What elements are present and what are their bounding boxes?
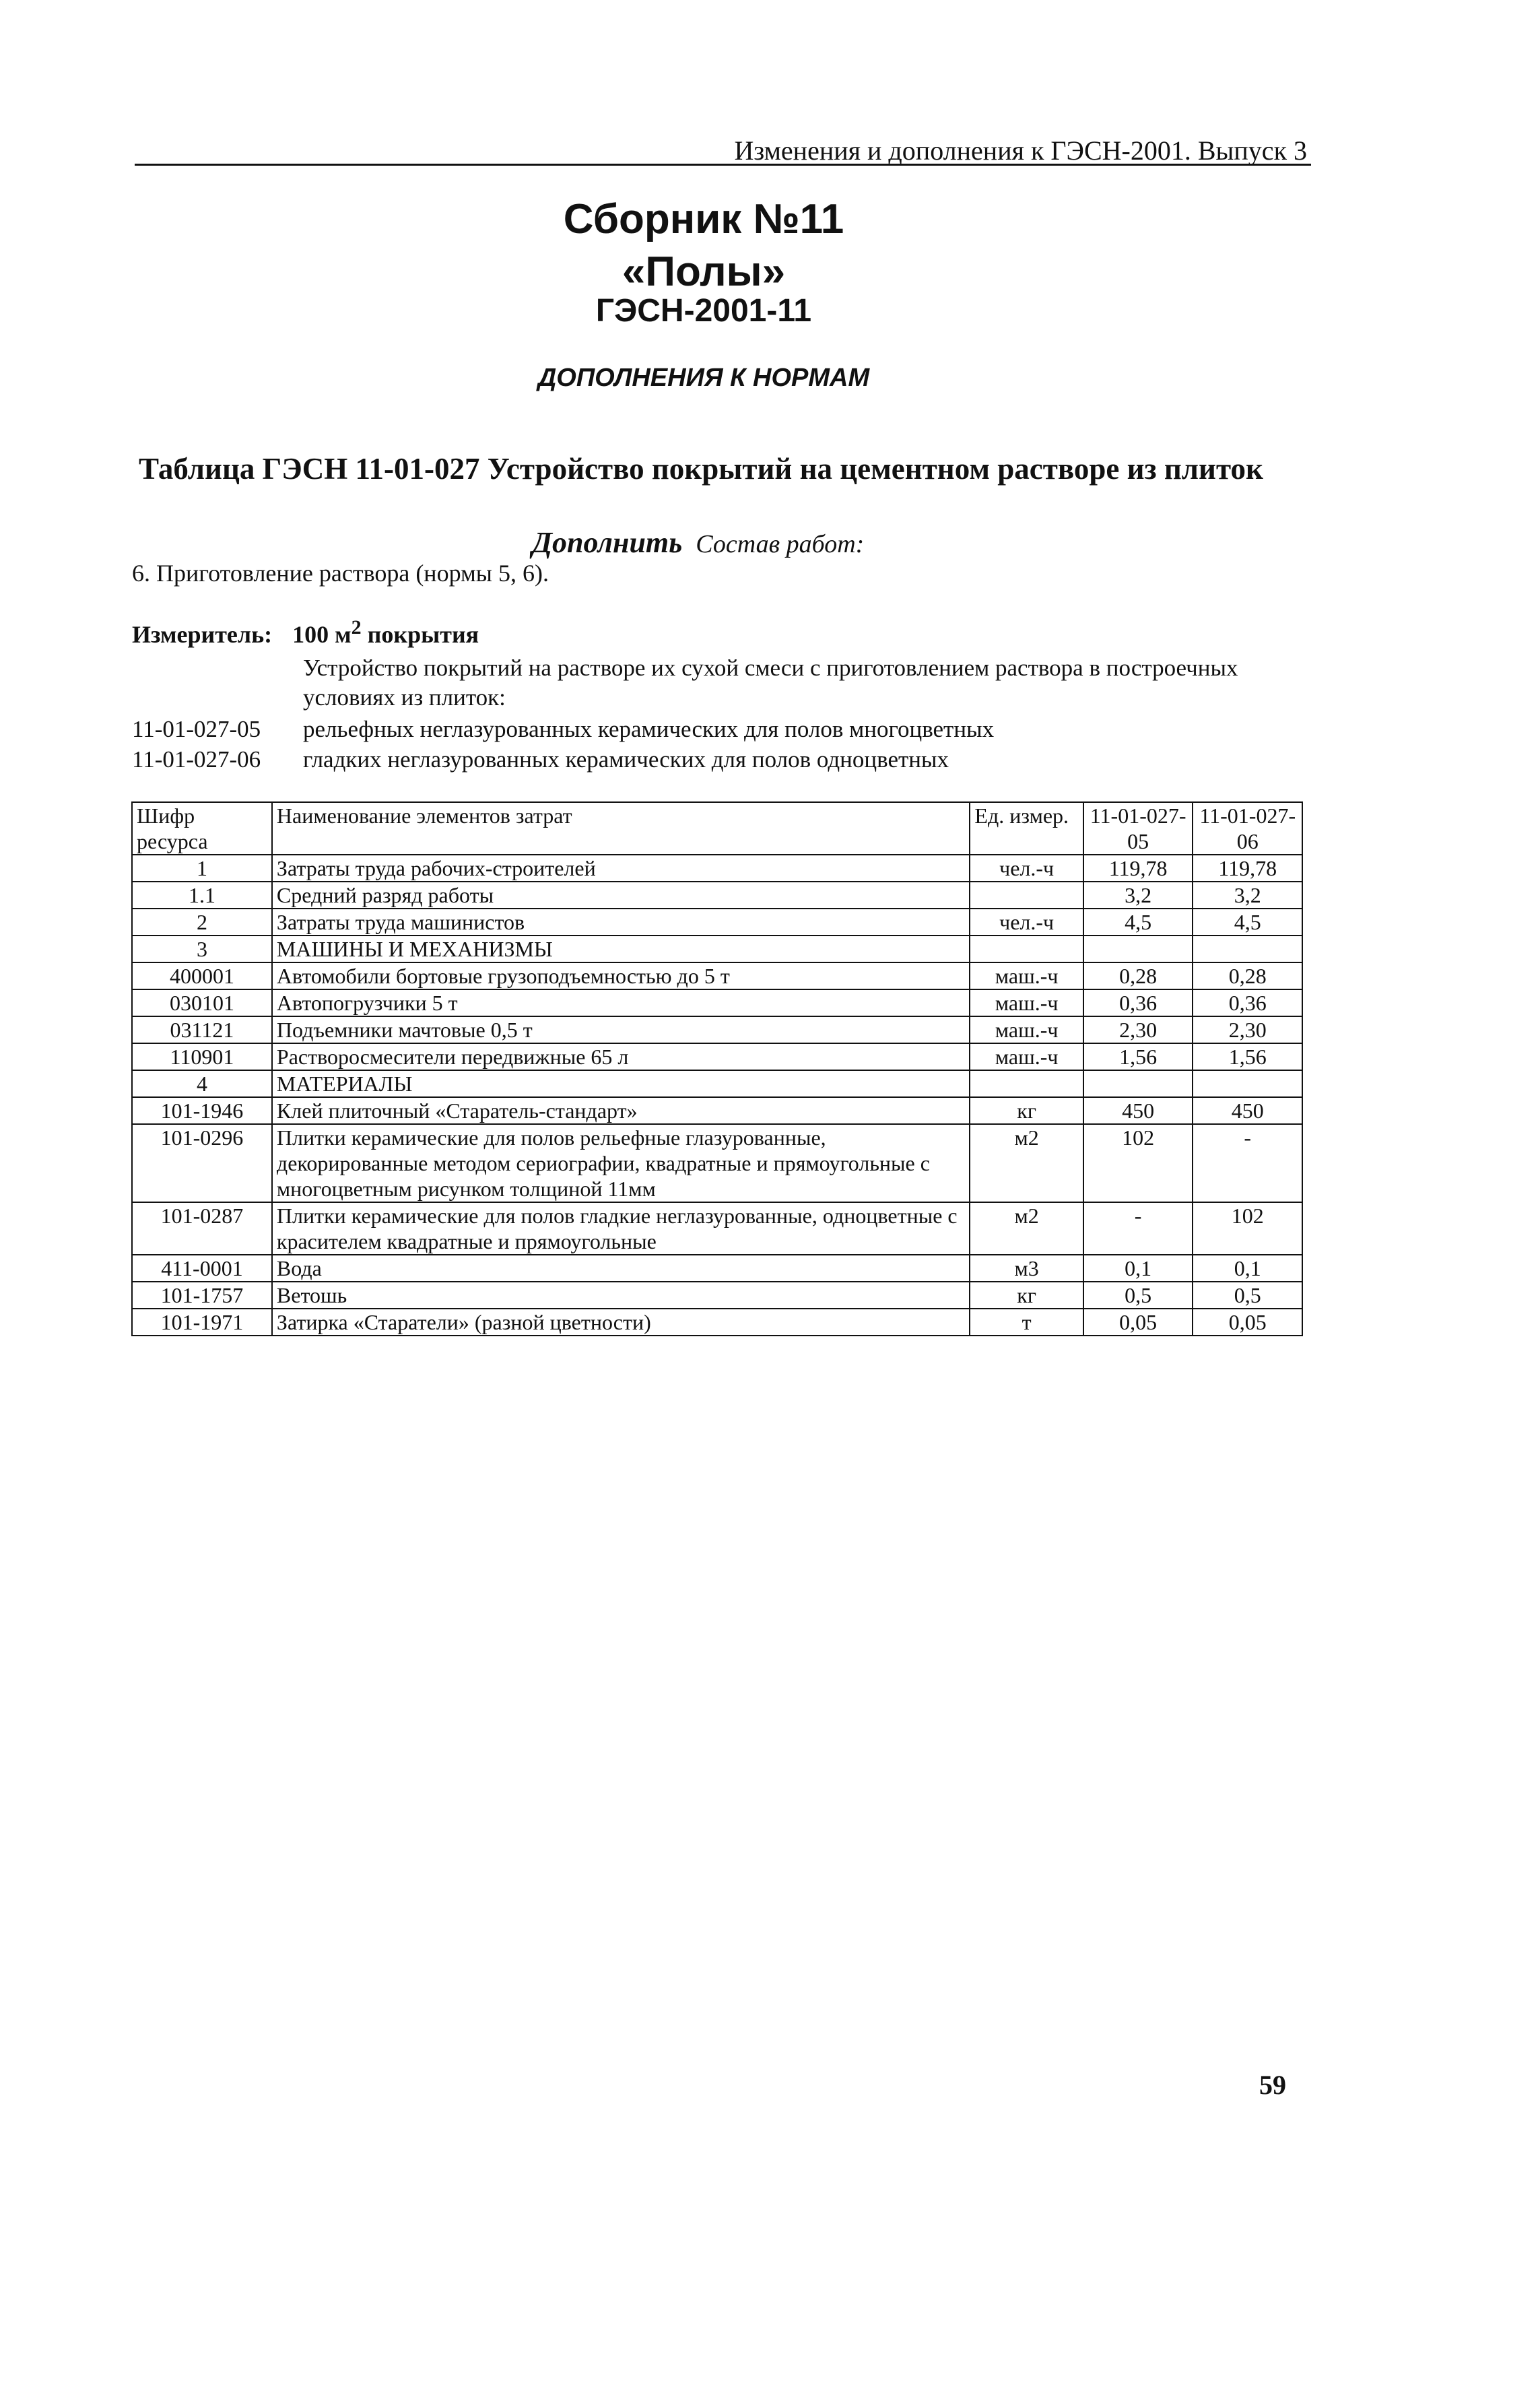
cell-unit xyxy=(970,936,1083,962)
table-title: Таблица ГЭСН 11-01-027 Устройство покрытий на цементном растворе из плиток xyxy=(139,452,1263,486)
table-row xyxy=(132,1202,1302,1255)
table-row xyxy=(132,1070,1302,1097)
cell-norm-05: 102 xyxy=(1083,1124,1193,1202)
norm-description: Устройство покрытий на растворе их сухой смеси с приготовлением раствора в построечных условиях из плиток: xyxy=(303,655,1238,711)
cell-norm-05: 2,30 xyxy=(1083,1016,1193,1043)
cell-norm-06: 3,2 xyxy=(1193,882,1302,909)
cell-cipher: 101-0296 xyxy=(132,1124,272,1202)
table-row xyxy=(132,1124,1302,1202)
meter-line xyxy=(132,616,479,649)
table-row xyxy=(132,855,1302,882)
header-unit: Ед. измер. xyxy=(970,802,1083,855)
cell-unit xyxy=(970,1070,1083,1097)
cell-cipher: 101-1757 xyxy=(132,1282,272,1309)
cell-unit: т xyxy=(970,1309,1083,1336)
cell-norm-05: 450 xyxy=(1083,1097,1193,1124)
header-norm-06: 11-01-027-06 xyxy=(1193,802,1302,855)
cell-name: Средний разряд работы xyxy=(272,882,970,909)
cell-norm-05: 0,05 xyxy=(1083,1309,1193,1336)
cell-unit: чел.-ч xyxy=(970,909,1083,936)
addition-line xyxy=(532,525,864,560)
cell-norm-06: 119,78 xyxy=(1193,855,1302,882)
table-row xyxy=(132,1309,1302,1336)
norm-code-text: рельефных неглазурованных керамических для полов многоцветных xyxy=(303,716,995,742)
cell-unit: маш.-ч xyxy=(970,989,1083,1016)
header-name: Наименование элементов затрат xyxy=(272,802,970,855)
page-number: 59 xyxy=(1259,2070,1286,2100)
cell-norm-05: 119,78 xyxy=(1083,855,1193,882)
cell-norm-05 xyxy=(1083,1070,1193,1097)
meter-label: Измеритель: xyxy=(132,621,273,648)
header-norm-05: 11-01-027-05 xyxy=(1083,802,1193,855)
norm-code: 11-01-027-06 xyxy=(132,746,261,773)
cell-norm-05: - xyxy=(1083,1202,1193,1255)
table-row xyxy=(132,1043,1302,1070)
cell-norm-06 xyxy=(1193,936,1302,962)
cell-name: Плитки керамические для полов рельефные глазурованные, декорированные методом сериографии, квадратные и прямоугольные с многоцветным рисунком толщиной 11мм xyxy=(272,1124,970,1202)
cell-norm-06: 2,30 xyxy=(1193,1016,1302,1043)
resources-table xyxy=(131,801,1303,1336)
cell-name: Ветошь xyxy=(272,1282,970,1309)
collection-code: ГЭСН-2001-11 xyxy=(595,293,812,329)
cell-unit: м2 xyxy=(970,1202,1083,1255)
cell-cipher: 1.1 xyxy=(132,882,272,909)
norm-code: 11-01-027-05 xyxy=(132,716,261,742)
cell-unit: чел.-ч xyxy=(970,855,1083,882)
header-rule xyxy=(135,164,1311,166)
cell-name: Автомобили бортовые грузоподъемностью до 5 т xyxy=(272,962,970,989)
table-row xyxy=(132,909,1302,936)
table-row xyxy=(132,1282,1302,1309)
cell-norm-06: 0,28 xyxy=(1193,962,1302,989)
collection-title: Сборник №11 xyxy=(563,196,844,242)
cell-cipher: 031121 xyxy=(132,1016,272,1043)
table-row xyxy=(132,882,1302,909)
cell-norm-06: 450 xyxy=(1193,1097,1302,1124)
cell-norm-05 xyxy=(1083,936,1193,962)
cell-unit xyxy=(970,882,1083,909)
cell-unit: м3 xyxy=(970,1255,1083,1282)
cell-cipher: 400001 xyxy=(132,962,272,989)
cell-norm-06: 1,56 xyxy=(1193,1043,1302,1070)
meter-value-text: 100 м xyxy=(292,621,351,648)
cell-unit: маш.-ч xyxy=(970,1043,1083,1070)
section-subtitle: ДОПОЛНЕНИЯ К НОРМАМ xyxy=(537,364,870,392)
cell-norm-05: 4,5 xyxy=(1083,909,1193,936)
cell-name: Растворосмесители передвижные 65 л xyxy=(272,1043,970,1070)
table-header-row xyxy=(132,802,1302,855)
cell-cipher: 110901 xyxy=(132,1043,272,1070)
cell-norm-06: 0,5 xyxy=(1193,1282,1302,1309)
norm-code-text: гладких неглазурованных керамических для полов одноцветных xyxy=(303,746,949,773)
cell-cipher: 101-1971 xyxy=(132,1309,272,1336)
cell-norm-05: 0,1 xyxy=(1083,1255,1193,1282)
table-row xyxy=(132,1016,1302,1043)
cell-norm-05: 3,2 xyxy=(1083,882,1193,909)
cell-unit: м2 xyxy=(970,1124,1083,1202)
cell-norm-05: 0,36 xyxy=(1083,989,1193,1016)
cell-name: Автопогрузчики 5 т xyxy=(272,989,970,1016)
cell-name: Плитки керамические для полов гладкие неглазурованные, одноцветные с красителем квадратные и прямоугольные xyxy=(272,1202,970,1255)
work-item: 6. Приготовление раствора (нормы 5, 6). xyxy=(132,560,549,587)
cell-norm-05: 0,5 xyxy=(1083,1282,1193,1309)
cell-unit: кг xyxy=(970,1282,1083,1309)
cell-unit: кг xyxy=(970,1097,1083,1124)
cell-cipher: 101-0287 xyxy=(132,1202,272,1255)
cell-unit: маш.-ч xyxy=(970,962,1083,989)
cell-name: Затраты труда рабочих-строителей xyxy=(272,855,970,882)
cell-name: Клей плиточный «Старатель-стандарт» xyxy=(272,1097,970,1124)
cell-norm-05: 0,28 xyxy=(1083,962,1193,989)
cell-name: МАТЕРИАЛЫ xyxy=(272,1070,970,1097)
addition-word: Дополнить xyxy=(532,526,683,559)
collection-subject: «Полы» xyxy=(622,249,786,295)
cell-norm-06: 4,5 xyxy=(1193,909,1302,936)
cell-cipher: 1 xyxy=(132,855,272,882)
cell-norm-06: 0,05 xyxy=(1193,1309,1302,1336)
meter-value-sup: 2 xyxy=(351,616,362,638)
cell-norm-06: 0,1 xyxy=(1193,1255,1302,1282)
cell-norm-05: 1,56 xyxy=(1083,1043,1193,1070)
cell-unit: маш.-ч xyxy=(970,1016,1083,1043)
addition-rest: Состав работ: xyxy=(696,530,865,558)
table-row xyxy=(132,962,1302,989)
meter-value-rest: покрытия xyxy=(361,621,479,648)
cell-cipher: 411-0001 xyxy=(132,1255,272,1282)
meter-value xyxy=(292,616,479,648)
header-cipher: Шифр ресурса xyxy=(132,802,272,855)
cell-cipher: 101-1946 xyxy=(132,1097,272,1124)
cell-name: Затирка «Старатели» (разной цветности) xyxy=(272,1309,970,1336)
cell-name: МАШИНЫ И МЕХАНИЗМЫ xyxy=(272,936,970,962)
cell-cipher: 030101 xyxy=(132,989,272,1016)
cell-norm-06: - xyxy=(1193,1124,1302,1202)
cell-name: Затраты труда машинистов xyxy=(272,909,970,936)
cell-cipher: 2 xyxy=(132,909,272,936)
cell-norm-06: 102 xyxy=(1193,1202,1302,1255)
table-row xyxy=(132,1255,1302,1282)
cell-name: Подъемники мачтовые 0,5 т xyxy=(272,1016,970,1043)
cell-cipher: 4 xyxy=(132,1070,272,1097)
cell-norm-06 xyxy=(1193,1070,1302,1097)
table-row xyxy=(132,989,1302,1016)
running-header: Изменения и дополнения к ГЭСН-2001. Выпуск 3 xyxy=(734,135,1307,166)
table-row xyxy=(132,1097,1302,1124)
cell-cipher: 3 xyxy=(132,936,272,962)
cell-name: Вода xyxy=(272,1255,970,1282)
cell-norm-06: 0,36 xyxy=(1193,989,1302,1016)
table-row xyxy=(132,936,1302,962)
